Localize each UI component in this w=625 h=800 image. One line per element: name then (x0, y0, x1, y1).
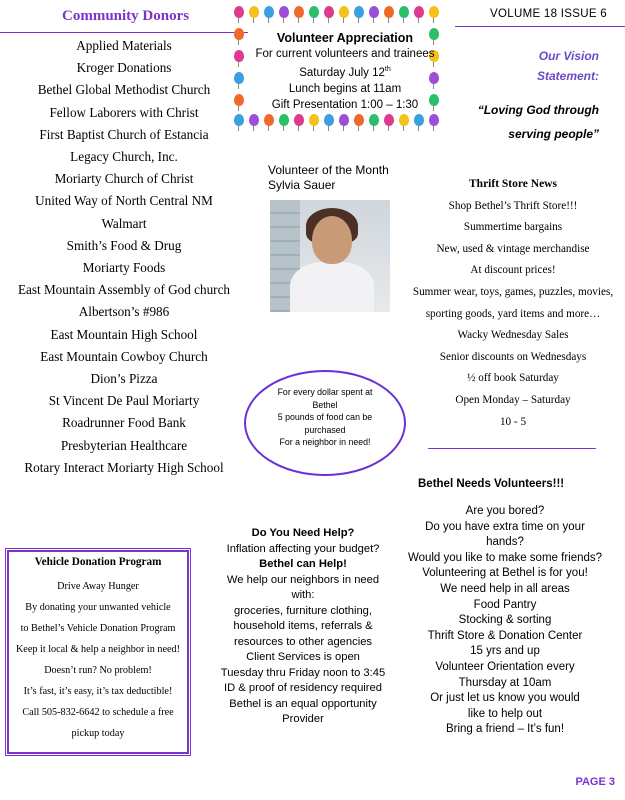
page-number: PAGE 3 (575, 776, 615, 788)
votm-heading: Volunteer of the Month (268, 163, 389, 177)
vision-line: Statement: (536, 69, 599, 83)
callout-line: purchased (304, 424, 346, 435)
donor-item: Kroger Donations (76, 60, 172, 76)
donor-item: Rotary Interact Moriarty High School (24, 459, 224, 475)
thrift-line: Open Monday – Saturday (455, 393, 571, 406)
volunteers-line: Would you like to make some friends? (407, 551, 603, 564)
thrift-line: sporting goods, yard items and more… (425, 307, 601, 320)
balloon-icon (384, 6, 394, 18)
donor-item: Presbyterian Healthcare (60, 437, 188, 453)
vehicle-line: Doesn’t run? No problem! (44, 665, 152, 676)
volunteers-line: like to help out (467, 707, 543, 720)
vehicle-donation-box (5, 548, 191, 756)
balloon-icon (279, 114, 289, 126)
vision-statement (429, 98, 599, 146)
header-divider (455, 26, 625, 27)
donor-item: Dion’s Pizza (90, 371, 158, 387)
donor-item: Walmart (101, 215, 147, 231)
community-donors-section (0, 8, 248, 479)
balloon-icon (324, 114, 334, 126)
thrift-line: Wacky Wednesday Sales (457, 329, 569, 342)
balloon-icon (384, 114, 394, 126)
vision-quote-line: “Loving God through (477, 103, 599, 117)
photo-figure-body (290, 262, 374, 312)
donor-item: Fellow Laborers with Christ (49, 104, 199, 120)
volunteers-line: Thursday at 10am (458, 676, 552, 689)
balloon-icon (234, 114, 244, 126)
balloon-icon (309, 114, 319, 126)
thrift-store-news (402, 174, 624, 433)
vehicle-line: pickup today (71, 728, 125, 739)
vehicle-title: Vehicle Donation Program (34, 556, 162, 568)
balloon-icon (429, 6, 439, 18)
help-line: with: (291, 589, 315, 601)
volunteers-line: Are you bored? (465, 505, 545, 517)
volunteers-line: Volunteering at Bethel is for you! (422, 567, 588, 580)
donor-item: Moriarty Church of Christ (54, 171, 194, 187)
help-line: Bethel is an equal opportunity (229, 697, 377, 710)
volunteer-appreciation-box (232, 2, 442, 136)
appreciation-date (250, 62, 440, 81)
donors-divider (0, 32, 248, 33)
balloon-icon (294, 6, 304, 18)
help-line: ID & proof of residency required (224, 682, 382, 694)
balloon-icon (294, 114, 304, 126)
appreciation-line: Gift Presentation 1:00 – 1:30 (271, 98, 419, 111)
need-help-section (208, 526, 398, 728)
volunteer-photo (270, 200, 390, 312)
donor-item: Albertson’s #986 (78, 304, 170, 320)
volunteers-line: Thrift Store & Donation Center (427, 629, 583, 642)
callout-line: Bethel (312, 399, 338, 410)
help-line: Client Services is open (246, 651, 360, 663)
appreciation-text (250, 30, 440, 113)
volunteers-section (398, 504, 612, 738)
balloon-icon (354, 114, 364, 126)
thrift-line: Summertime bargains (463, 221, 563, 234)
help-line: groceries, furniture clothing, (233, 604, 373, 617)
thrift-divider (428, 448, 596, 449)
donor-item: East Mountain High School (50, 326, 198, 342)
balloon-icon (324, 6, 334, 18)
volunteers-line: hands? (486, 536, 524, 549)
help-lines (208, 573, 398, 728)
vision-line: Our Vision (538, 49, 599, 63)
balloon-icon (249, 114, 259, 126)
help-line: household items, referrals & (233, 620, 373, 632)
food-dollar-callout (244, 370, 406, 476)
vehicle-lines (12, 576, 184, 744)
balloon-icon (279, 6, 289, 18)
volunteers-title: Bethel Needs Volunteers!!! (418, 478, 565, 490)
help-line: We help our neighbors in need (226, 573, 380, 586)
thrift-title: Thrift Store News (469, 178, 557, 190)
vehicle-line: Call 505-832-6642 to schedule a free (22, 707, 174, 718)
volunteers-line: Do you have extra time on your (425, 520, 585, 533)
callout-line: For a neighbor in need! (279, 437, 371, 447)
volunteers-line: 15 yrs and up (470, 645, 540, 658)
donor-item: Legacy Church, Inc. (70, 149, 178, 165)
volunteers-line: Stocking & sorting (458, 614, 552, 627)
help-line: Inflation affecting your budget? (226, 542, 380, 555)
balloon-icon (354, 6, 364, 18)
callout-text (246, 386, 404, 449)
thrift-line: New, used & vintage merchandise (436, 242, 590, 255)
donor-item: Roadrunner Food Bank (62, 415, 186, 431)
balloon-icon (309, 6, 319, 18)
balloon-icon (399, 114, 409, 126)
thrift-line: Senior discounts on Wednesdays (439, 350, 587, 363)
donor-item: First Baptist Church of Estancia (39, 126, 209, 142)
balloon-icon (234, 50, 244, 62)
donors-title: Community Donors (62, 8, 190, 24)
donor-item: Applied Materials (76, 38, 172, 53)
vehicle-line: to Bethel’s Vehicle Donation Program (20, 623, 176, 634)
help-line: Provider (282, 713, 324, 725)
donor-item: St Vincent De Paul Moriarty (48, 393, 200, 409)
balloon-icon (249, 6, 259, 18)
donor-item: United Way of North Central NM (35, 193, 213, 209)
balloon-icon (234, 6, 244, 18)
vehicle-line: Keep it local & help a neighbor in need! (15, 644, 181, 655)
callout-line: 5 pounds of food can be (277, 412, 373, 422)
help-line: Tuesday thru Friday noon to 3:45 (220, 666, 386, 679)
vehicle-line: By donating your unwanted vehicle (25, 602, 171, 613)
balloon-icon (414, 114, 424, 126)
balloon-icon (234, 94, 244, 106)
volunteers-line: We need help in all areas (440, 582, 570, 595)
donor-item: Smith’s Food & Drug (66, 237, 182, 253)
balloon-icon (369, 6, 379, 18)
balloon-icon (339, 114, 349, 126)
thrift-line: Shop Bethel’s Thrift Store!!! (448, 199, 578, 212)
appreciation-date-text: Saturday July 12 (299, 66, 385, 79)
vehicle-line: Drive Away Hunger (57, 581, 139, 592)
donor-item: East Mountain Assembly of God church (17, 282, 231, 298)
volunteer-of-month-caption (268, 163, 389, 193)
balloon-icon (414, 6, 424, 18)
vision-quote-line: serving people” (508, 127, 599, 141)
volunteers-line: Bring a friend – It’s fun! (445, 723, 565, 736)
appreciation-title: Volunteer Appreciation (276, 31, 414, 45)
appreciation-date-suffix: th (384, 66, 391, 73)
balloon-icon (399, 6, 409, 18)
donor-item: Moriarty Foods (82, 260, 166, 276)
volunteers-line: Food Pantry (473, 598, 537, 611)
thrift-line: Summer wear, toys, games, puzzles, movies, (412, 285, 614, 298)
thrift-line: 10 - 5 (499, 415, 527, 428)
thrift-line: ½ off book Saturday (467, 372, 559, 385)
volunteers-line: Or just let us know you would (430, 692, 580, 705)
balloon-icon (234, 28, 244, 40)
callout-line: For every dollar spent at (277, 387, 373, 397)
appreciation-line: For current volunteers and trainees (255, 48, 435, 60)
thrift-lines (402, 196, 624, 434)
help-title: Do You Need Help? (251, 527, 355, 539)
help-subtitle: Bethel can Help! (259, 558, 347, 570)
balloon-icon (264, 6, 274, 18)
volume-issue: VOLUME 18 ISSUE 6 (490, 8, 607, 20)
vision-heading (537, 46, 599, 86)
vehicle-line: It’s fast, it’s easy, it’s tax deductible! (23, 686, 173, 697)
votm-name: Sylvia Sauer (268, 178, 336, 192)
help-line: resources to other agencies (233, 635, 373, 648)
appreciation-line: Lunch begins at 11am (288, 82, 402, 95)
balloon-icon (234, 72, 244, 84)
photo-figure-head (312, 216, 352, 264)
donor-item: East Mountain Cowboy Church (40, 348, 208, 364)
volunteers-line: Volunteer Orientation every (435, 660, 575, 673)
balloon-icon (339, 6, 349, 18)
donor-item: Bethel Global Methodist Church (37, 82, 211, 98)
donors-list (0, 35, 248, 479)
balloon-icon (369, 114, 379, 126)
thrift-line: At discount prices! (470, 264, 556, 277)
balloon-icon (264, 114, 274, 126)
